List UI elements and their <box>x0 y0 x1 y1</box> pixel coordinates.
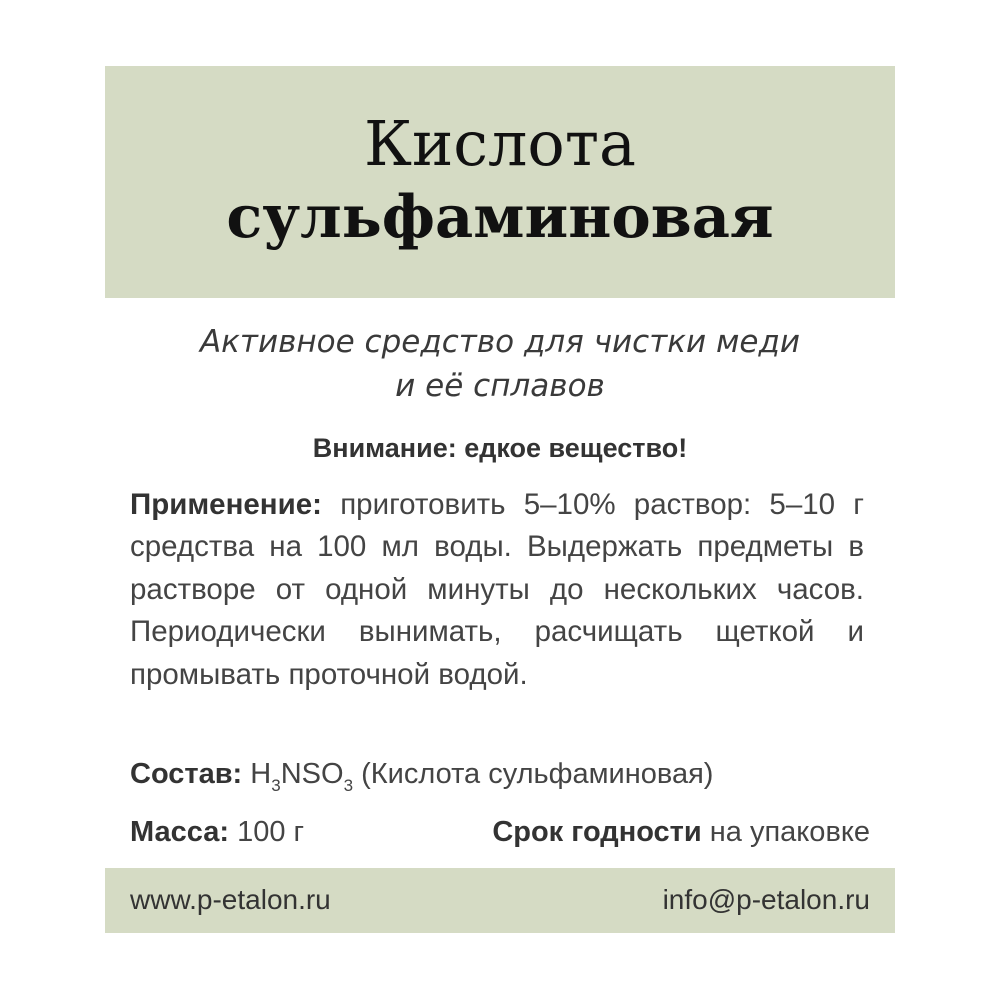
usage-label: Применение: <box>130 488 322 521</box>
formula-h: H <box>250 758 272 790</box>
formula <box>250 758 354 795</box>
usage-text: приготовить 5–10% раствор: 5–10 г средства на 100 мл воды. Выдержать предметы в растворе от одной минуты до нескольких часов. Периодически вынимать, расчищать щеткой и промывать проточной водой. <box>130 488 864 691</box>
subtitle-line2: и её сплавов <box>395 368 605 404</box>
label-header <box>105 66 895 298</box>
composition-section <box>130 754 713 798</box>
mass-label: Масса: <box>130 816 230 848</box>
composition-text: (Кислота сульфаминовая) <box>361 758 714 790</box>
product-label <box>105 66 895 933</box>
composition-label: Состав: <box>130 758 243 790</box>
email-link[interactable]: info@p-etalon.ru <box>662 884 870 915</box>
shelf-life-section <box>492 812 870 852</box>
formula-subscript-2: 3 <box>343 776 354 795</box>
mass-section <box>130 812 304 852</box>
warning-text: Внимание: едкое вещество! <box>312 433 688 463</box>
product-title-line2: сульфаминовая <box>226 182 774 251</box>
shelf-life-value: на упаковке <box>709 816 870 848</box>
label-footer <box>105 868 895 933</box>
mass-value: 100 г <box>237 816 305 848</box>
product-subtitle <box>105 320 895 408</box>
usage-section <box>130 484 864 696</box>
subtitle-line1: Активное средство для чистки меди <box>199 324 801 360</box>
formula-mid: NSO <box>280 758 344 790</box>
product-title-line1: Кислота <box>363 107 636 180</box>
website-link[interactable]: www.p-etalon.ru <box>130 884 331 915</box>
formula-subscript-1: 3 <box>271 776 281 795</box>
shelf-life-label: Срок годности <box>492 816 702 848</box>
